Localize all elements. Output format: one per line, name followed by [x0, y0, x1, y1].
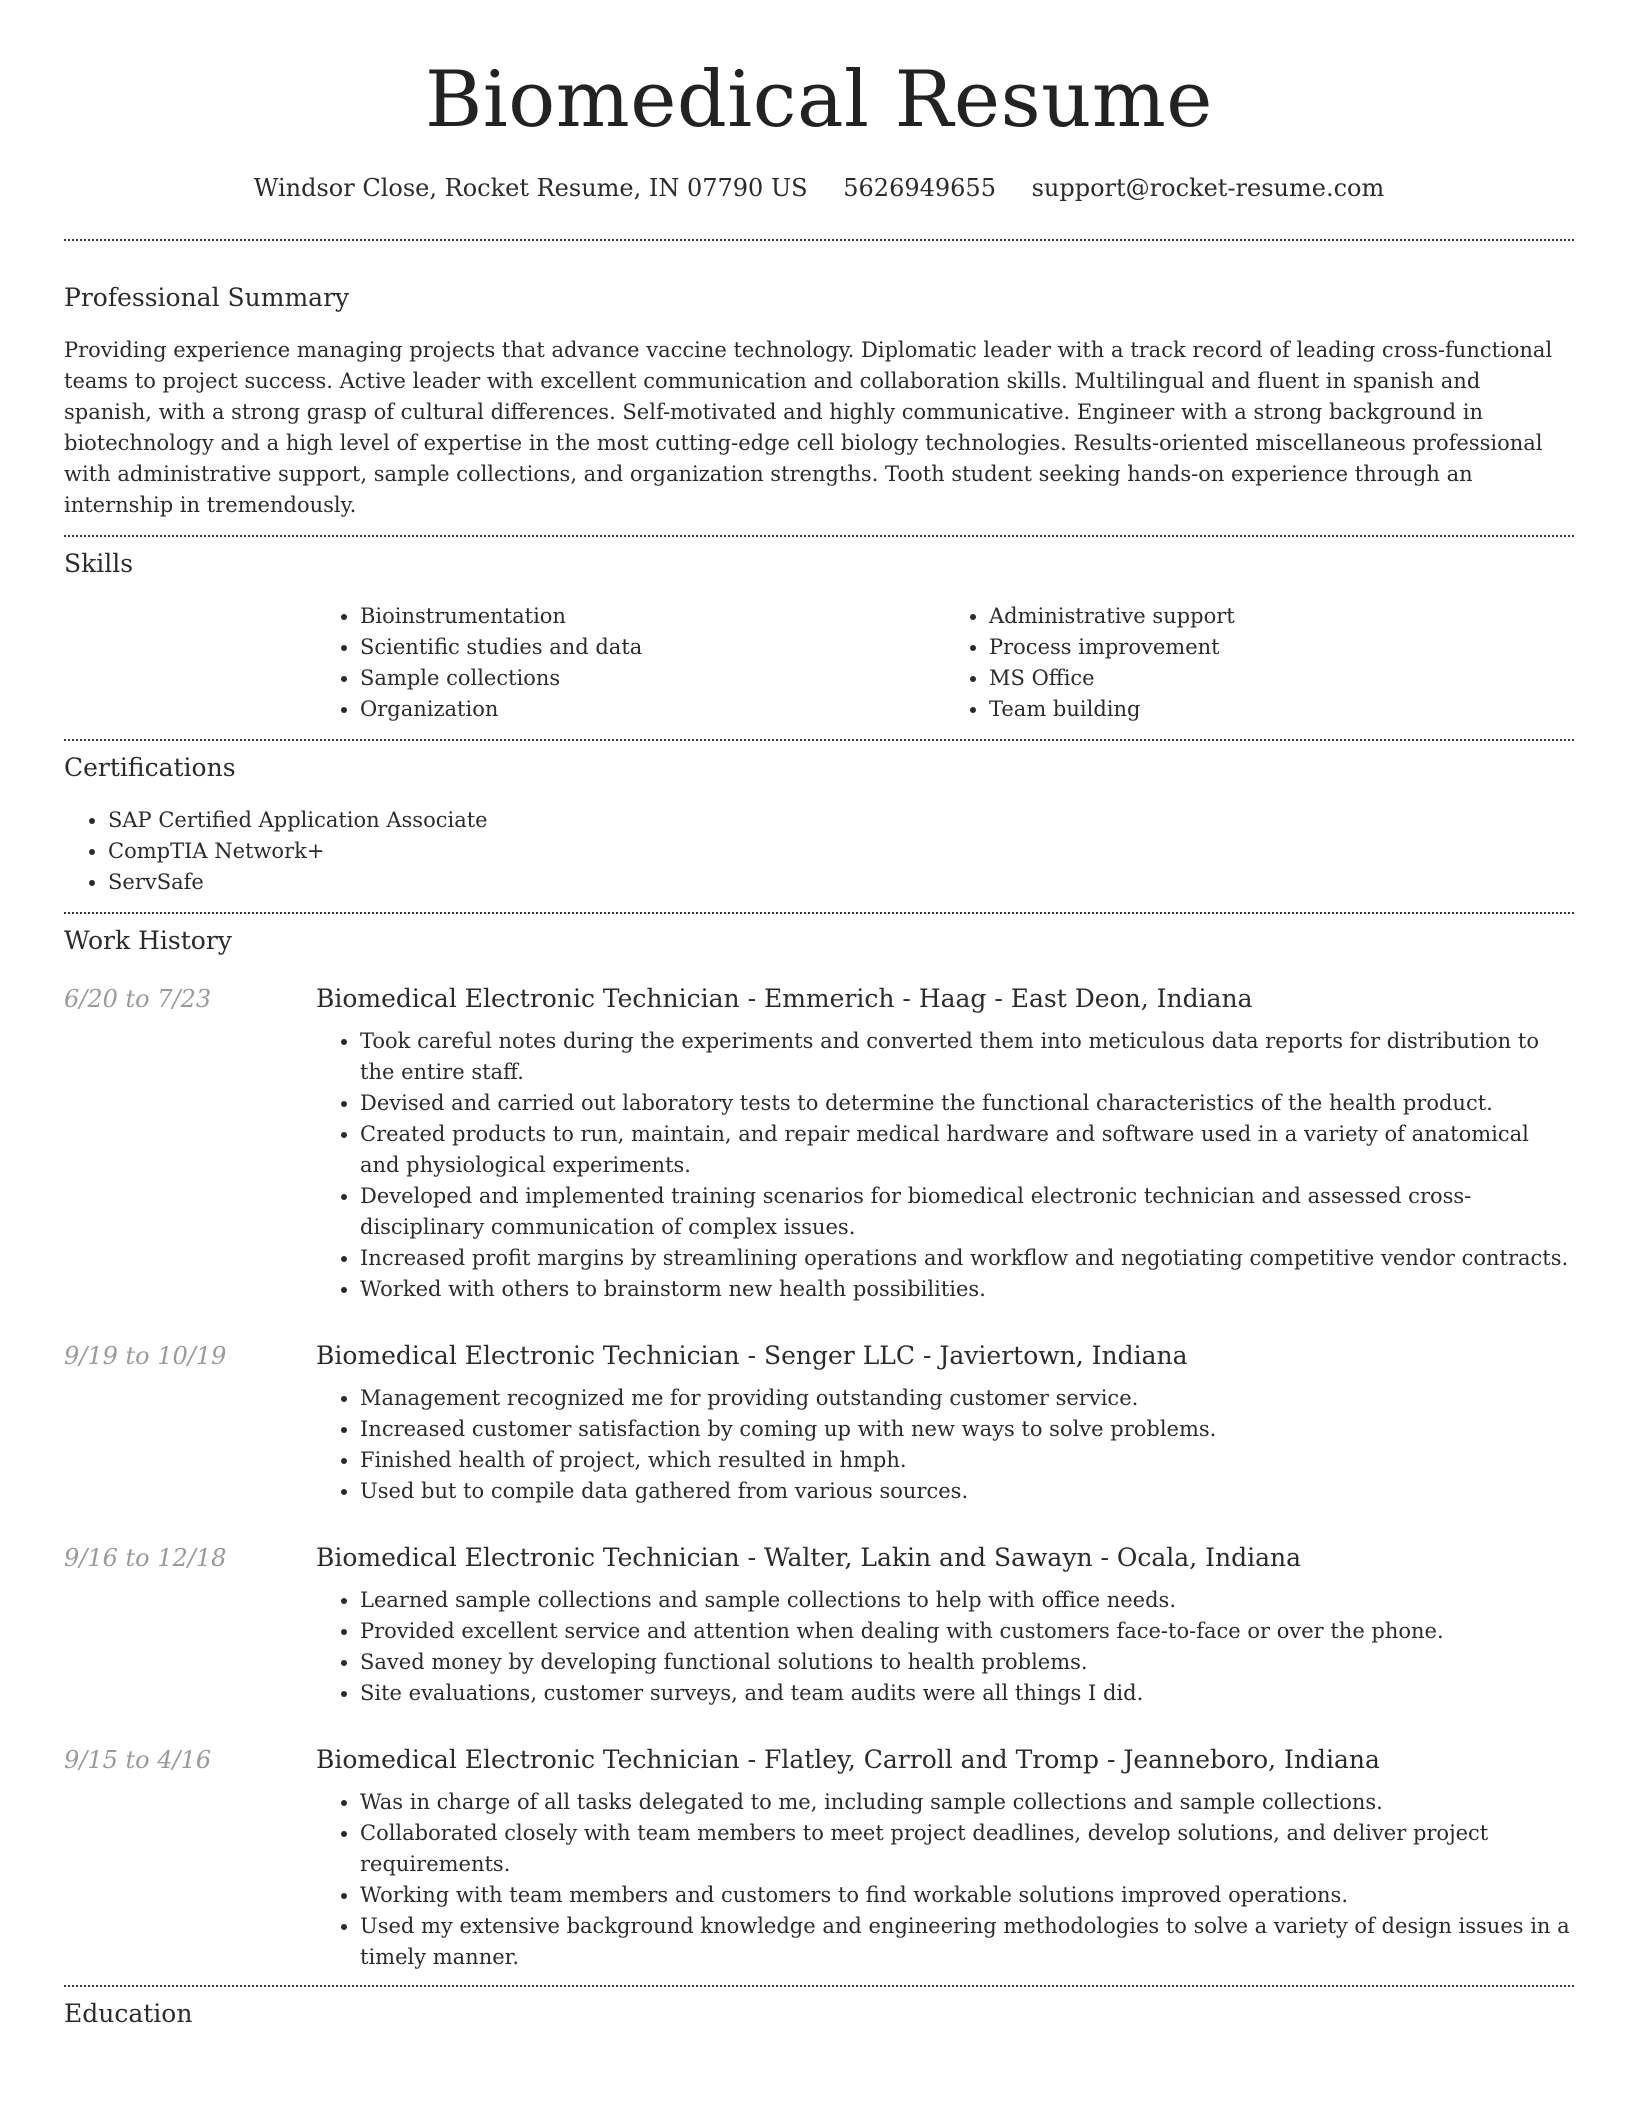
skills-section — [64, 537, 1574, 725]
job-dates: 6/20 to 7/23 — [64, 985, 212, 1013]
job-bullet: • Used my extensive background knowledge and engineering methodologies to solve a variety of design issues in a timely manner. — [360, 1911, 1574, 1973]
job-entry — [64, 1743, 1574, 1973]
certifications-heading: Certifications — [64, 753, 236, 782]
job-bullet: • Management recognized me for providing outstanding customer service. — [360, 1383, 1574, 1414]
job-bullet: • Site evaluations, customer surveys, and team audits were all things I did. — [360, 1678, 1574, 1709]
skill-item: • MS Office — [989, 663, 1574, 694]
certifications-section — [64, 741, 1574, 898]
job-bullet: • Devised and carried out laboratory tests to determine the functional characteristics of the health product. — [360, 1088, 1574, 1119]
contact-line — [64, 172, 1574, 204]
job-bullet: • Developed and implemented training scenarios for biomedical electronic technician and assessed cross-disciplinary communication of complex issues. — [360, 1181, 1574, 1243]
skill-item: • Organization — [360, 694, 945, 725]
job-dates: 9/15 to 4/16 — [64, 1746, 212, 1774]
job-entry — [64, 1541, 1574, 1709]
job-entry — [64, 982, 1574, 1305]
skills-heading: Skills — [64, 549, 134, 578]
job-bullet: • Worked with others to brainstorm new health possibilities. — [360, 1274, 1574, 1305]
job-entry — [64, 1339, 1574, 1507]
job-bullets — [316, 1787, 1574, 1973]
skill-item: • Sample collections — [360, 663, 945, 694]
job-dates: 9/16 to 12/18 — [64, 1544, 227, 1572]
contact-address: Windsor Close, Rocket Resume, IN 07790 US — [253, 174, 808, 202]
job-title: Biomedical Electronic Technician - Flatley, Carroll and Tromp - Jeanneboro, Indiana — [316, 1745, 1380, 1774]
job-bullet: • Was in charge of all tasks delegated to me, including sample collections and sample collections. — [360, 1787, 1574, 1818]
work-history-heading: Work History — [64, 926, 232, 955]
skill-item: • Process improvement — [989, 632, 1574, 663]
job-bullets — [316, 1026, 1574, 1305]
skill-item: • Team building — [989, 694, 1574, 725]
job-bullets — [316, 1585, 1574, 1709]
resume-title: Biomedical Resume — [425, 55, 1213, 145]
contact-email: support@rocket-resume.com — [1031, 174, 1385, 202]
certification-item: • CompTIA Network+ — [108, 836, 1574, 867]
skills-left-column — [316, 601, 945, 725]
job-dates: 9/19 to 10/19 — [64, 1342, 227, 1370]
job-bullet: • Learned sample collections and sample collections to help with office needs. — [360, 1585, 1574, 1616]
summary-heading: Professional Summary — [64, 283, 350, 312]
job-title: Biomedical Electronic Technician - Senger LLC - Javiertown, Indiana — [316, 1341, 1188, 1370]
job-bullet: • Working with team members and customers to find workable solutions improved operations. — [360, 1880, 1574, 1911]
resume-page — [64, 0, 1574, 2031]
summary-section — [64, 241, 1574, 521]
job-title: Biomedical Electronic Technician - Emmerich - Haag - East Deon, Indiana — [316, 984, 1253, 1013]
job-bullet: • Took careful notes during the experiments and converted them into meticulous data reports for distribution to the entire staff. — [360, 1026, 1574, 1088]
job-bullet: • Collaborated closely with team members to meet project deadlines, develop solutions, and deliver project requirements. — [360, 1818, 1574, 1880]
contact-phone: 5626949655 — [843, 174, 996, 202]
work-history-section — [64, 914, 1574, 1973]
job-bullet: • Created products to run, maintain, and repair medical hardware and software used in a variety of anatomical and physiological experiments. — [360, 1119, 1574, 1181]
skill-item: • Administrative support — [989, 601, 1574, 632]
skill-item: • Bioinstrumentation — [360, 601, 945, 632]
certifications-list — [64, 805, 1574, 898]
certification-item: • ServSafe — [108, 867, 1574, 898]
summary-text: Providing experience managing projects that advance vaccine technology. Diplomatic leader with a track record of leading cross-functional teams to project success. Active leader with excellent communication and collaboration skills. Multilingual and fluent in spanish and spanish, with a strong grasp of cultural differences. Self-motivated and highly communicative. Engineer with a strong background in biotechnology and a high level of expertise in the most cutting-edge cell biology technologies. Results-oriented miscellaneous professional with administrative support, sample collections, and organization strengths. Tooth student seeking hands-on experience through an internship in tremendously. — [64, 338, 1553, 517]
certification-item: • SAP Certified Application Associate — [108, 805, 1574, 836]
job-bullet: • Increased customer satisfaction by coming up with new ways to solve problems. — [360, 1414, 1574, 1445]
skills-list — [316, 601, 1574, 725]
job-title: Biomedical Electronic Technician - Walter, Lakin and Sawayn - Ocala, Indiana — [316, 1543, 1301, 1572]
skills-right-column — [945, 601, 1574, 725]
job-bullet: • Finished health of project, which resulted in hmph. — [360, 1445, 1574, 1476]
education-heading: Education — [64, 1999, 193, 2028]
job-bullets — [316, 1383, 1574, 1507]
job-bullet: • Used but to compile data gathered from various sources. — [360, 1476, 1574, 1507]
job-bullet: • Saved money by developing functional solutions to health problems. — [360, 1647, 1574, 1678]
skill-item: • Scientific studies and data — [360, 632, 945, 663]
job-bullet: • Provided excellent service and attention when dealing with customers face-to-face or over the phone. — [360, 1616, 1574, 1647]
education-section — [64, 1987, 1574, 2031]
job-bullet: • Increased profit margins by streamlining operations and workflow and negotiating competitive vendor contracts. — [360, 1243, 1574, 1274]
